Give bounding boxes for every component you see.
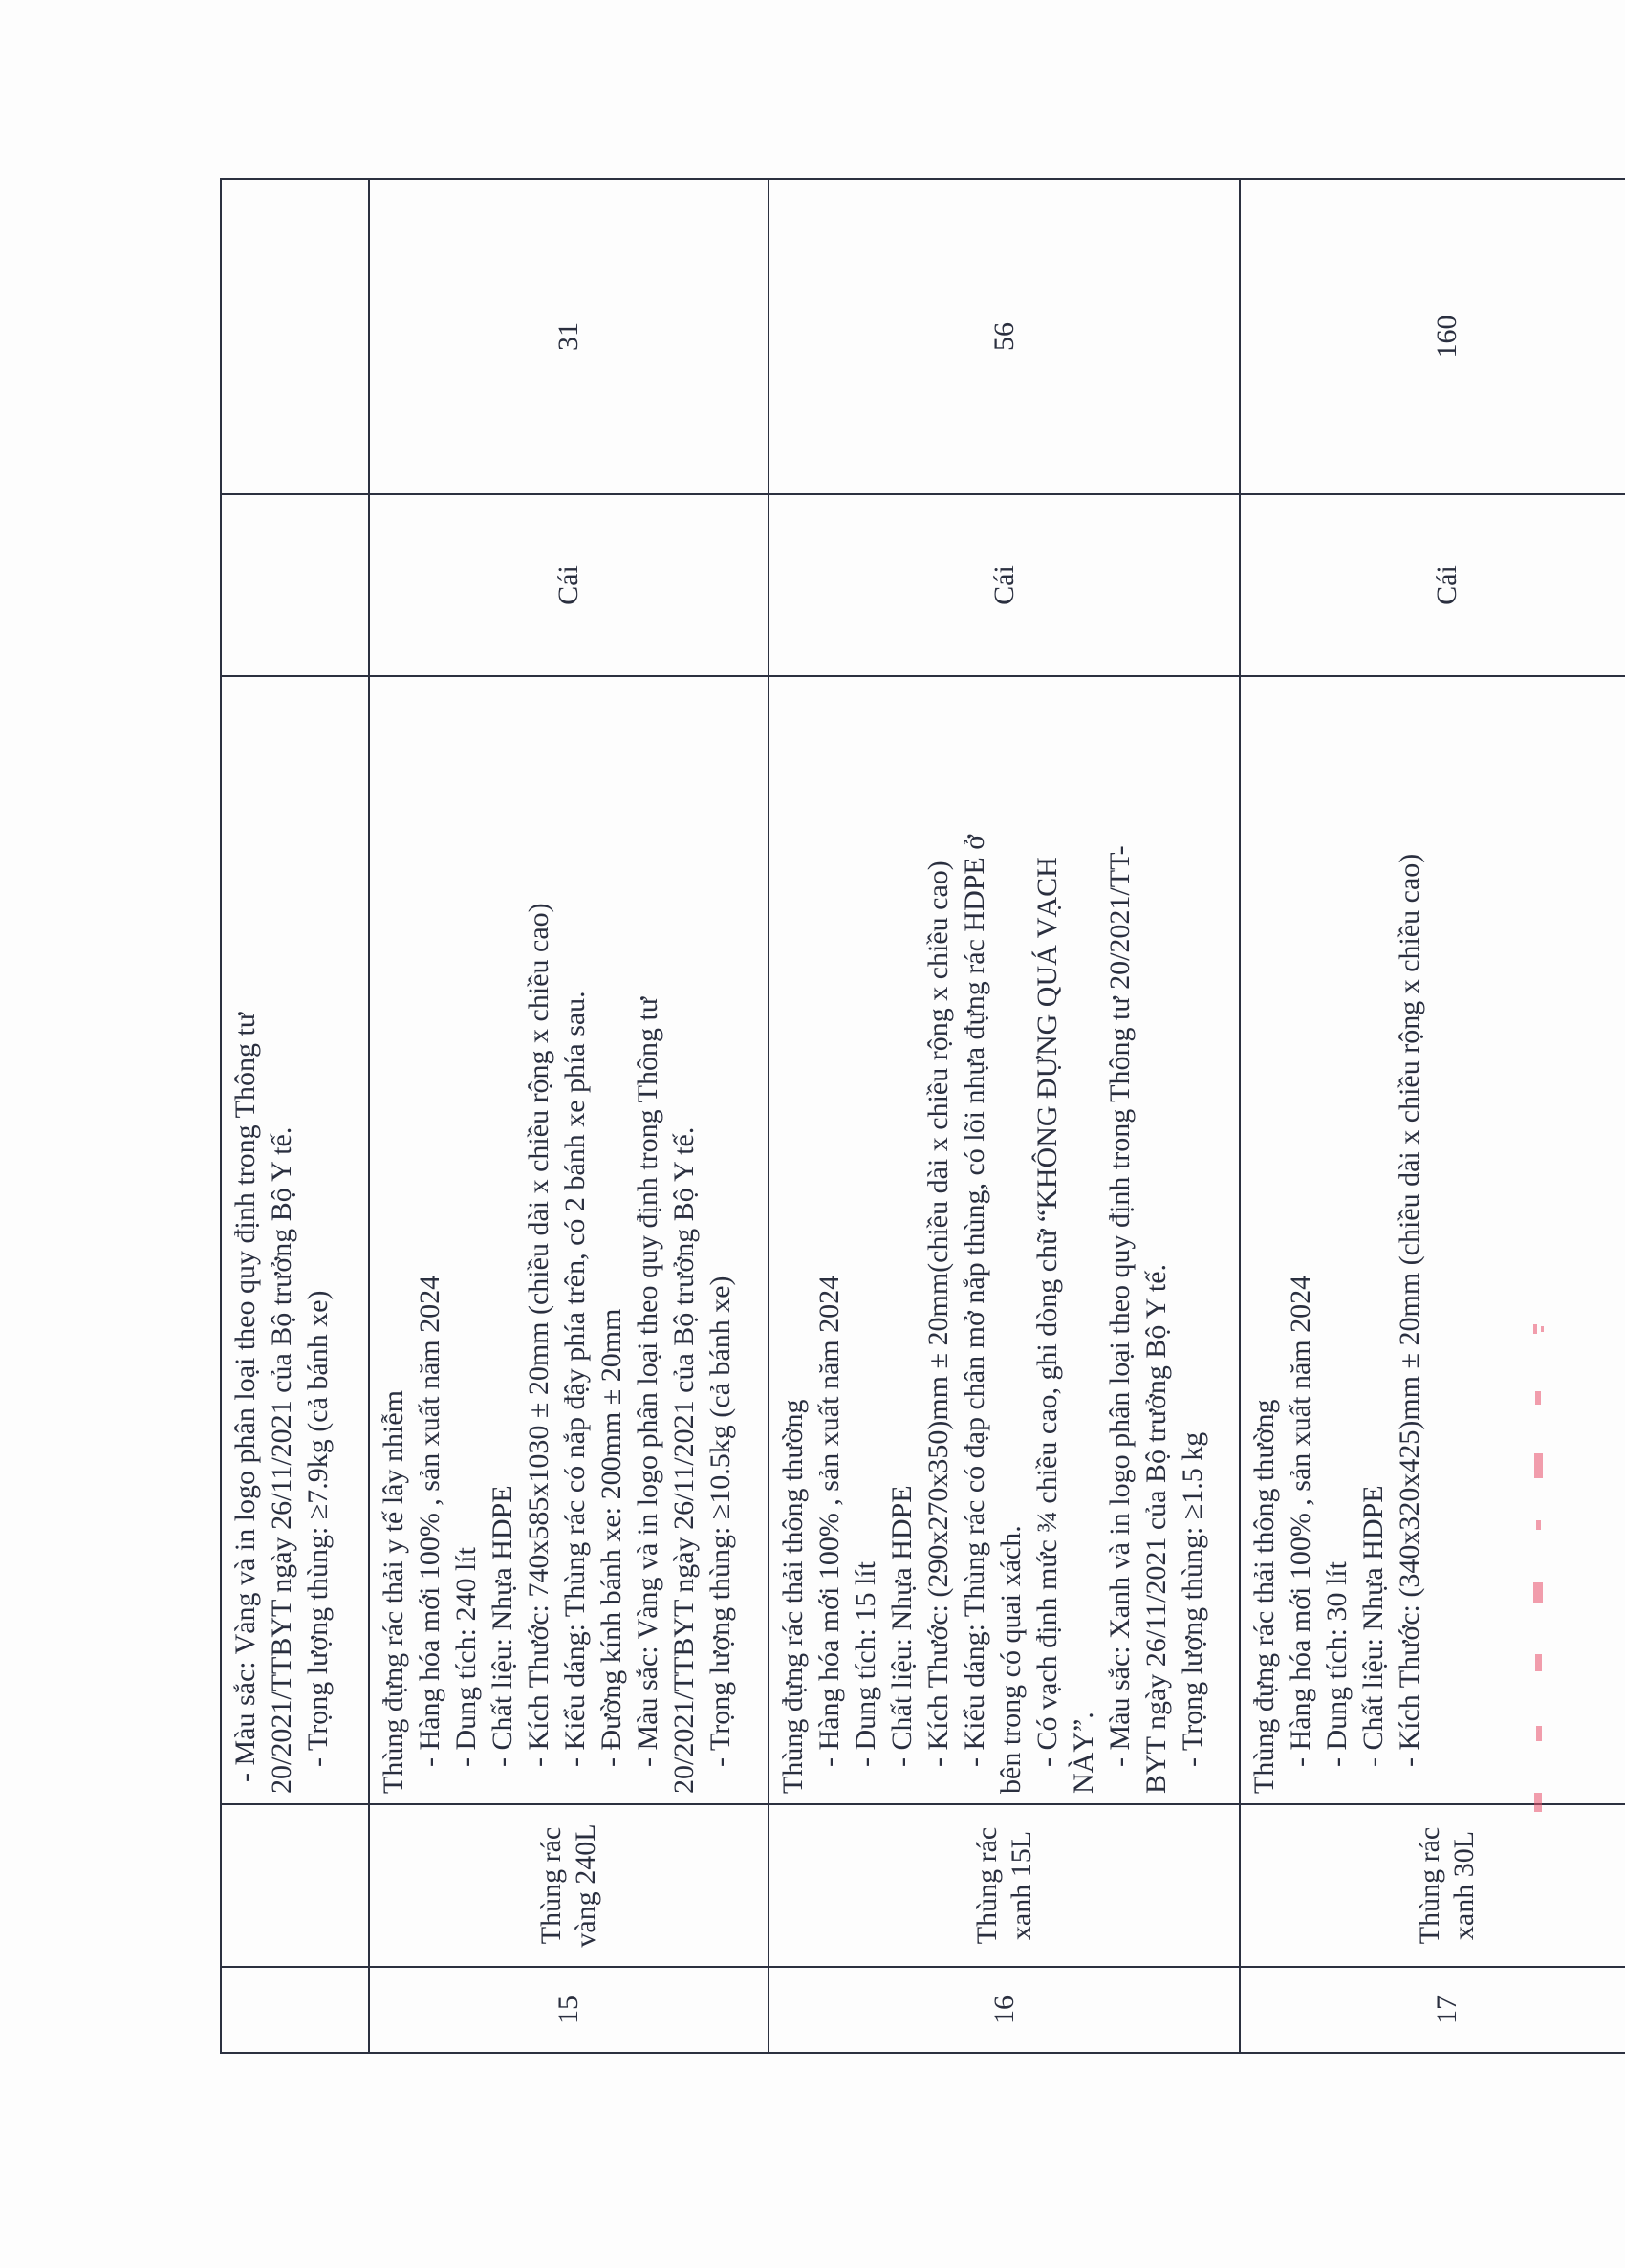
item-name-line: xanh 30L [1448,1830,1480,1941]
desc-line: - Kiểu dáng: Thùng rác có đạp chân mở nắp thùng, có lõi nhựa đựng rác HDPE ở [959,834,990,1767]
desc-line: - Kích Thước: 740x585x1030 ± 20mm (chiều dài x chiều rộng x chiều cao) [523,903,554,1767]
desc-line: 20/2021/TTBYT ngày 26/11/2021 của Bộ trưởng Bộ Y tế. [266,1126,297,1794]
quantity-cell: 56 [769,179,1240,494]
desc-line: 20/2021/TTBYT ngày 26/11/2021 của Bộ trưởng Bộ Y tế. [668,1126,700,1794]
desc-line: - Hàng hóa mới 100% , sản xuất năm 2024 [1285,1275,1316,1767]
desc-line: - Màu sắc: Vàng và in logo phân loại theo quy định trong Thông tư [229,1012,261,1782]
desc-line: - Trọng lượng thùng: ≥1.5 kg [1177,1431,1208,1767]
desc-line: - Dung tích: 15 lít [850,1561,881,1767]
desc-line: Thùng đựng rác thải thông thường [777,1399,809,1794]
item-name-line: vàng 240L [570,1823,601,1948]
item-name-line: Thùng rác [1414,1826,1445,1945]
description-cell [769,676,1240,1804]
desc-line: Thùng đựng rác thải thông thường [1248,1399,1280,1794]
desc-line: - Hàng hóa mới 100% , sản xuất năm 2024 [414,1275,445,1767]
desc-line: NÀY”. [1068,1712,1099,1794]
unit-cell: Cái [769,494,1240,676]
stt-cell: 16 [769,1967,1240,2053]
item-name-line: xanh 15L [1005,1830,1037,1941]
desc-line: - Dung tích: 240 lít [450,1547,482,1767]
desc-line: BYT ngày 26/11/2021 của Bộ trưởng Bộ Y tế. [1140,1263,1172,1794]
item-name-cell [1240,1804,1625,1967]
quantity-cell: 160 [1240,179,1625,494]
stt-cell: 17 [1240,1967,1625,2053]
desc-line: - Chất liệu: Nhựa HDPE [886,1485,918,1767]
desc-line: - Đường kính bánh xe: 200mm ± 20mm [596,1308,627,1767]
desc-line: - Trọng lượng thùng: ≥10.5kg (cả bánh xe) [704,1276,736,1767]
desc-line: - Chất liệu: Nhựa HDPE [1357,1485,1389,1767]
desc-line: - Kích Thước: (340x320x425)mm ± 20mm (chiều dài x chiều rộng x chiều cao) [1394,853,1425,1767]
red-stamp-marks [1528,1324,1552,1821]
specification-table [220,178,1625,2054]
desc-line: bên trong có quai xách. [995,1525,1027,1794]
table-row [369,179,769,2053]
desc-line: - Màu sắc: Xanh và in logo phân loại theo quy định trong Thông tư 20/2021/TT- [1104,845,1136,1767]
quantity-cell [221,179,369,494]
item-name-cell [769,1804,1240,1967]
item-name-line: Thùng rác [535,1826,567,1945]
stt-cell [221,1967,369,2053]
desc-line: - Có vạch định mức ¾ chiều cao, ghi dòng chữ “KHÔNG ĐỰNG QUÁ VẠCH [1031,857,1063,1767]
unit-cell: Cái [1240,494,1625,676]
description-cell [1240,676,1625,1804]
unit-cell [221,494,369,676]
desc-line: - Kích Thước: (290x270x350)mm ± 20mm(chiều dài x chiều rộng x chiều cao) [922,861,954,1767]
desc-line: Thùng đựng rác thải y tế lây nhiễm [378,1390,409,1794]
description-cell [221,676,369,1804]
desc-line: - Màu sắc: Vàng và in logo phân loại theo quy định trong Thông tư [632,996,663,1767]
table-row [1240,179,1625,2053]
desc-line: - Dung tích: 30 lít [1321,1561,1353,1767]
item-name-cell [221,1804,369,1967]
item-name-cell [369,1804,769,1967]
desc-line: - Kiểu dáng: Thùng rác có nắp đậy phía trên, có 2 bánh xe phía sau. [559,991,591,1767]
desc-line: - Chất liệu: Nhựa HDPE [487,1485,518,1767]
desc-line: - Hàng hóa mới 100% , sản xuất năm 2024 [813,1275,845,1767]
table-row [769,179,1240,2053]
table-row [221,179,369,2053]
quantity-cell: 31 [369,179,769,494]
item-name-line: Thùng rác [970,1826,1003,1945]
stt-cell: 15 [369,1967,769,2053]
description-cell [369,676,769,1804]
desc-line: - Trọng lượng thùng: ≥7.9kg (cả bánh xe) [302,1290,334,1767]
unit-cell: Cái [369,494,769,676]
rotated-table-container [220,180,1625,2054]
